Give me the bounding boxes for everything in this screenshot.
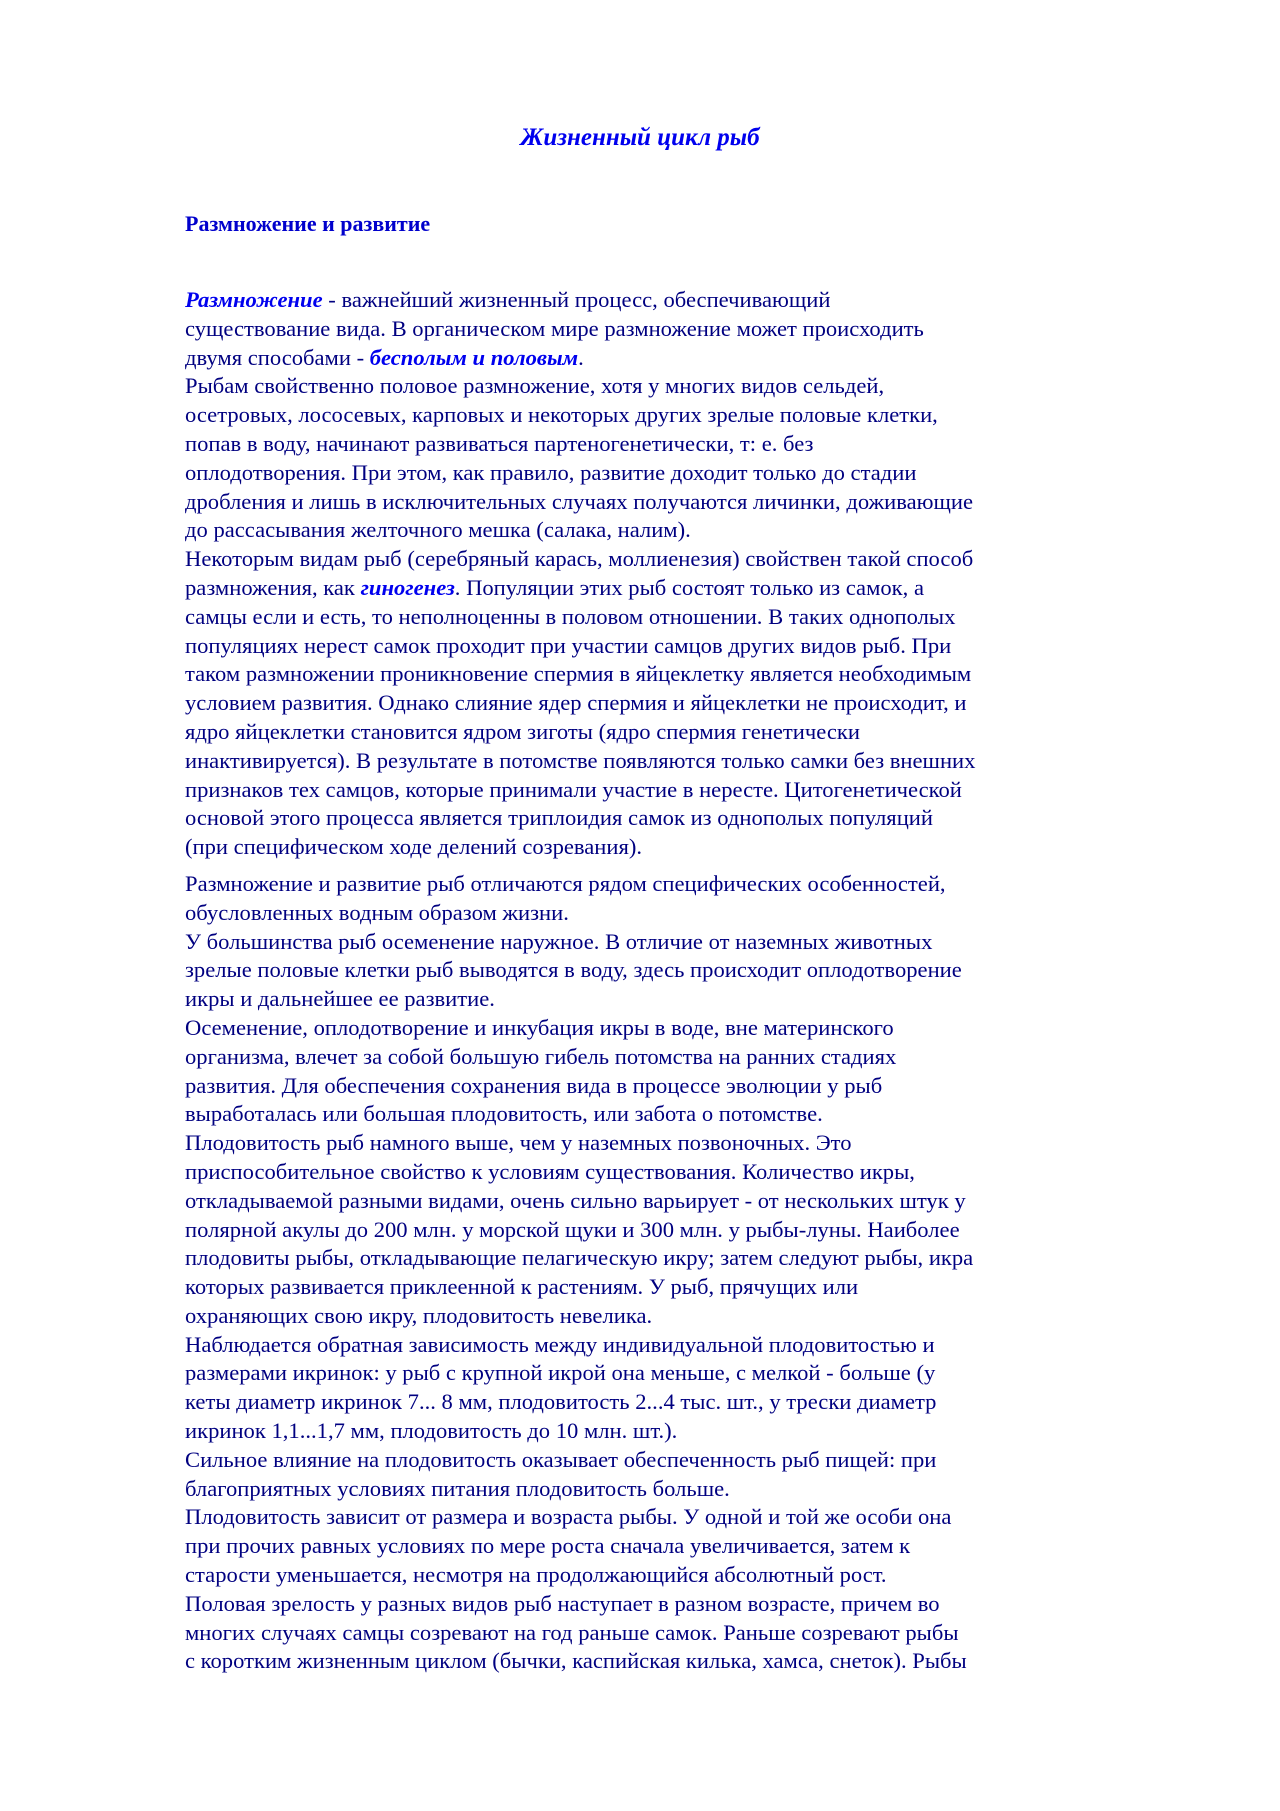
paragraph — [185, 928, 1105, 1014]
text-run: полярной акулы до 200 млн. у морской щуки и 300 млн. у рыбы-луны. Наиболее — [185, 1216, 960, 1242]
text-run: кеты диаметр икринок 7... 8 мм, плодовитость 2...4 тыс. шт., у трески диаметр — [185, 1389, 937, 1415]
text-run: многих случаях самцы созревают на год раньше самок. Раньше созревают рыбы — [185, 1619, 959, 1645]
paragraph — [185, 372, 1105, 545]
text-run: инактивируется). В результате в потомстве появляются только самки без внешних — [185, 747, 976, 773]
text-run: дробления и лишь в исключительных случаях получаются личинки, доживающие — [185, 488, 974, 514]
text-run: до рассасывания желточного мешка (салака, налим). — [185, 517, 691, 543]
text-run: Осеменение, оплодотворение и инкубация икры в воде, вне материнского — [185, 1014, 894, 1040]
text-run: плодовиты рыбы, откладывающие пелагическую икру; затем следуют рыбы, икра — [185, 1245, 974, 1271]
text-run: Некоторым видам рыб (серебряный карась, моллиенезия) свойствен такой способ — [185, 546, 974, 572]
text-run: зрелые половые клетки рыб выводятся в воду, здесь происходит оплодотворение — [185, 957, 962, 983]
emphasized-term: гиногенез — [360, 574, 455, 600]
text-run: попав в воду, начинают развиваться партеногенетически, т: е. без — [185, 430, 814, 456]
text-run: старости уменьшается, несмотря на продолжающийся абсолютный рост. — [185, 1562, 887, 1588]
document-body — [185, 286, 1105, 1676]
document-title: Жизненный цикл рыб — [520, 124, 760, 151]
text-run: Половая зрелость у разных видов рыб наступает в разном возрасте, причем во — [185, 1590, 940, 1616]
emphasized-term: Размножение — [185, 287, 323, 312]
text-run: ядро яйцеклетки становится ядром зиготы (ядро спермия генетически — [185, 718, 860, 744]
text-run: Наблюдается обратная зависимость между индивидуальной плодовитостью и — [185, 1331, 935, 1357]
text-run: благоприятных условиях питания плодовитость больше. — [185, 1475, 730, 1501]
text-run: У большинства рыб осеменение наружное. В отличие от наземных животных — [185, 928, 933, 954]
text-run: приспособительное свойство к условиям существования. Количество икры, — [185, 1158, 915, 1184]
text-run: которых развивается приклеенной к растениям. У рыб, прячущих или — [185, 1274, 859, 1300]
paragraph — [185, 1014, 1105, 1129]
text-run: икры и дальнейшее ее развитие. — [185, 986, 495, 1012]
paragraph — [185, 1503, 1105, 1589]
text-run: оплодотворения. При этом, как правило, развитие доходит только до стадии — [185, 459, 917, 485]
text-run: . — [578, 344, 584, 370]
text-run: Размножение и развитие рыб отличаются рядом специфических особенностей, — [185, 870, 946, 896]
text-run: осетровых, лососевых, карповых и некоторых других зрелые половые клетки, — [185, 402, 938, 428]
paragraph — [185, 1446, 1105, 1504]
text-run: условием развития. Однако слияние ядер спермия и яйцеклетки не происходит, и — [185, 690, 967, 716]
paragraph — [185, 286, 1105, 372]
text-run: Плодовитость рыб намного выше, чем у наземных позвоночных. Это — [185, 1130, 852, 1156]
paragraph — [185, 1590, 1105, 1676]
text-run: признаков тех самцов, которые принимали участие в нересте. Цитогенетической — [185, 776, 962, 802]
text-run: развития. Для обеспечения сохранения вида в процессе эволюции у рыб — [185, 1072, 883, 1098]
text-run: при прочих равных условиях по мере роста сначала увеличивается, затем к — [185, 1533, 911, 1559]
text-run: - важнейший жизненный процесс, обеспечивающий — [322, 287, 831, 312]
text-run: таком размножении проникновение спермия в яйцеклетку является необходимым — [185, 661, 972, 687]
text-run: самцы если и есть, то неполноценны в половом отношении. В таких однополых — [185, 603, 956, 629]
text-run: существование вида. В органическом мире размножение может происходить — [185, 315, 924, 341]
emphasized-term: бесполым и половым — [369, 344, 579, 370]
text-run: организма, влечет за собой большую гибель потомства на ранних стадиях — [185, 1043, 897, 1069]
section-heading: Размножение и развитие — [185, 211, 431, 236]
text-run: Сильное влияние на плодовитость оказывает обеспеченность рыб пищей: при — [185, 1446, 937, 1472]
paragraph — [185, 1331, 1105, 1446]
text-run: с коротким жизненным циклом (бычки, каспийская килька, хамса, снеток). Рыбы — [185, 1648, 967, 1674]
text-run: охраняющих свою икру, плодовитость невелика. — [185, 1302, 653, 1328]
paragraph — [185, 1129, 1105, 1331]
text-run: Плодовитость зависит от размера и возраста рыбы. У одной и той же особи она — [185, 1504, 952, 1530]
text-run: популяциях нерест самок проходит при участии самцов других видов рыб. При — [185, 632, 952, 658]
paragraph — [185, 870, 1105, 928]
text-run: размерами икринок: у рыб с крупной икрой она меньше, с мелкой - больше (у — [185, 1360, 936, 1386]
text-run: основой этого процесса является триплоидия самок из однополых популяций — [185, 805, 933, 831]
text-run: обусловленных водным образом жизни. — [185, 899, 569, 925]
paragraph — [185, 545, 1105, 862]
text-run: выработалась или большая плодовитость, или забота о потомстве. — [185, 1101, 823, 1127]
text-run: откладываемой разными видами, очень сильно варьирует - от нескольких штук у — [185, 1187, 966, 1213]
text-run: икринок 1,1...1,7 мм, плодовитость до 10 млн. шт.). — [185, 1418, 678, 1444]
text-run: Рыбам свойственно половое размножение, хотя у многих видов сельдей, — [185, 373, 885, 399]
text-run: . Популяции этих рыб состоят только из самок, а — [454, 574, 924, 600]
text-run: двумя способами - — [185, 344, 370, 370]
text-run: размножения, как — [185, 574, 361, 600]
text-run: (при специфическом ходе делений созревания). — [185, 834, 643, 860]
